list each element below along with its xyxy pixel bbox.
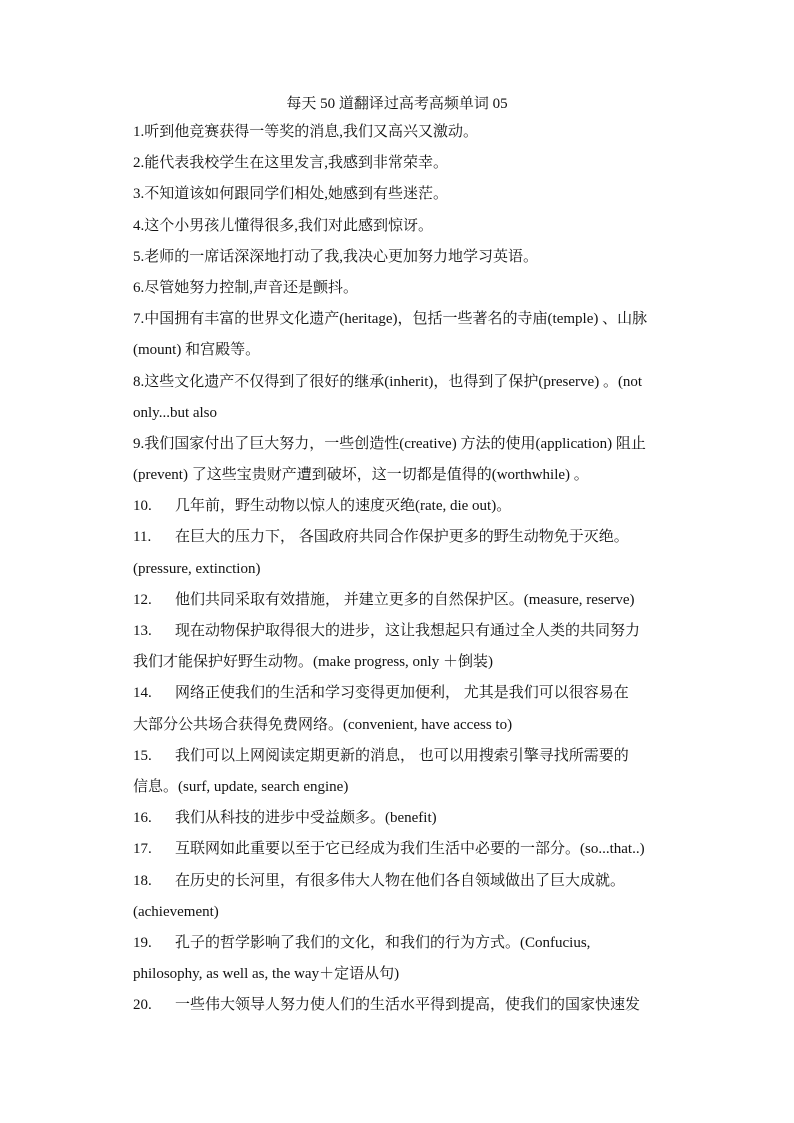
- line-text: (mount) 和宫殿等。: [133, 342, 261, 359]
- line-text: 2.能代表我校学生在这里发言,我感到非常荣幸。: [133, 155, 449, 172]
- line-text: 信息。(surf, update, search engine): [133, 778, 349, 795]
- line-text: 1.听到他竞赛获得一等奖的消息,我们又高兴又激动。: [133, 124, 479, 140]
- line-text: 大部分公共场合获得免费网络。(convenient, have access to): [133, 716, 513, 733]
- text-line: [133, 678, 678, 709]
- text-line: [133, 522, 678, 553]
- item-number: 14.: [133, 685, 152, 702]
- line-text: philosophy, as well as, the way＋定语从句): [133, 966, 400, 983]
- text-line: [133, 897, 678, 928]
- item-number: 20.: [133, 997, 152, 1014]
- item-number: 10.: [133, 498, 152, 515]
- line-text: (achievement): [133, 903, 219, 920]
- text-line: [133, 429, 678, 460]
- text-line: [133, 554, 678, 585]
- text-line: [133, 866, 678, 897]
- line-text: 7.中国拥有丰富的世界文化遗产(heritage)，包括一些著名的寺庙(temple) 、山脉: [133, 311, 648, 328]
- text-line: [133, 179, 678, 210]
- item-number: 18.: [133, 872, 152, 889]
- text-line: [133, 741, 678, 772]
- text-line: [133, 460, 678, 491]
- item-number: 19.: [133, 934, 152, 951]
- line-text: 在巨大的压力下， 各国政府共同合作保护更多的野生动物免于灭绝。: [175, 529, 629, 546]
- text-line: [133, 211, 678, 242]
- line-text: 我们才能保护好野生动物。(make progress, only ＋倒装): [133, 654, 493, 671]
- line-text: 8.这些文化遗产不仅得到了很好的继承(inherit)，也得到了保护(preserve) 。(not: [133, 373, 643, 390]
- line-text: 几年前，野生动物以惊人的速度灭绝(rate, die out)。: [175, 498, 512, 515]
- text-line: [133, 928, 678, 959]
- text-line: [133, 335, 678, 366]
- line-text: 5.老师的一席话深深地打动了我,我决心更加努力地学习英语。: [133, 248, 539, 265]
- item-number: 12.: [133, 591, 152, 608]
- line-text: 现在动物保护取得很大的进步，这让我想起只有通过全人类的共同努力: [175, 623, 641, 639]
- item-number: 16.: [133, 810, 152, 827]
- document-title: 每天 50 道翻译过高考高频单词 05: [286, 96, 508, 112]
- text-line: [133, 834, 678, 865]
- line-text: 网络正使我们的生活和学习变得更加便利， 尤其是我们可以很容易在: [175, 685, 629, 702]
- line-text: 他们共同采取有效措施， 并建立更多的自然保护区。(measure, reserve): [175, 591, 635, 608]
- text-line: [133, 803, 678, 834]
- line-text: 3.不知道该如何跟同学们相处,她感到有些迷茫。: [133, 186, 449, 203]
- text-line: [133, 117, 678, 148]
- text-line: [133, 304, 678, 335]
- text-line: [133, 273, 678, 304]
- text-line: [133, 585, 678, 616]
- text-line: [133, 398, 678, 429]
- text-line: [133, 710, 678, 741]
- text-line: [133, 990, 678, 1021]
- text-line: [133, 616, 678, 647]
- item-number: 15.: [133, 747, 152, 764]
- line-text: 在历史的长河里，有很多伟大人物在他们各自领域做出了巨大成就。: [175, 872, 626, 889]
- line-text: 4.这个小男孩儿懂得很多,我们对此感到惊讶。: [133, 217, 434, 234]
- line-text: 我们从科技的进步中受益颇多。(benefit): [175, 810, 437, 827]
- text-line: [133, 148, 678, 179]
- line-text: only...but also: [133, 404, 218, 421]
- text-line: [133, 367, 678, 398]
- text-line: [133, 647, 678, 678]
- line-text: 一些伟大领导人努力使人们的生活水平得到提高，使我们的国家快速发: [175, 997, 641, 1014]
- line-text: 我们可以上网阅读定期更新的消息， 也可以用搜索引擎寻找所需要的: [175, 747, 629, 764]
- text-line: [133, 772, 678, 803]
- text-line: [133, 491, 678, 522]
- item-number: 11.: [133, 529, 152, 546]
- line-text: 孔子的哲学影响了我们的文化，和我们的行为方式。(Confucius,: [175, 934, 591, 951]
- text-line: [133, 242, 678, 273]
- line-text: (prevent) 了这些宝贵财产遭到破坏，这一切都是值得的(worthwhile) 。: [133, 467, 589, 484]
- document-body: [133, 117, 678, 1021]
- line-text: 9.我们国家付出了巨大努力，一些创造性(creative) 方法的使用(application) 阻止: [133, 435, 646, 452]
- text-line: [133, 959, 678, 990]
- line-text: (pressure, extinction): [133, 560, 261, 577]
- item-number: 13.: [133, 623, 152, 639]
- line-text: 6.尽管她努力控制,声音还是颤抖。: [133, 279, 359, 296]
- line-text: 互联网如此重要以至于它已经成为我们生活中必要的一部分。(so...that..): [175, 841, 645, 858]
- item-number: 17.: [133, 841, 152, 858]
